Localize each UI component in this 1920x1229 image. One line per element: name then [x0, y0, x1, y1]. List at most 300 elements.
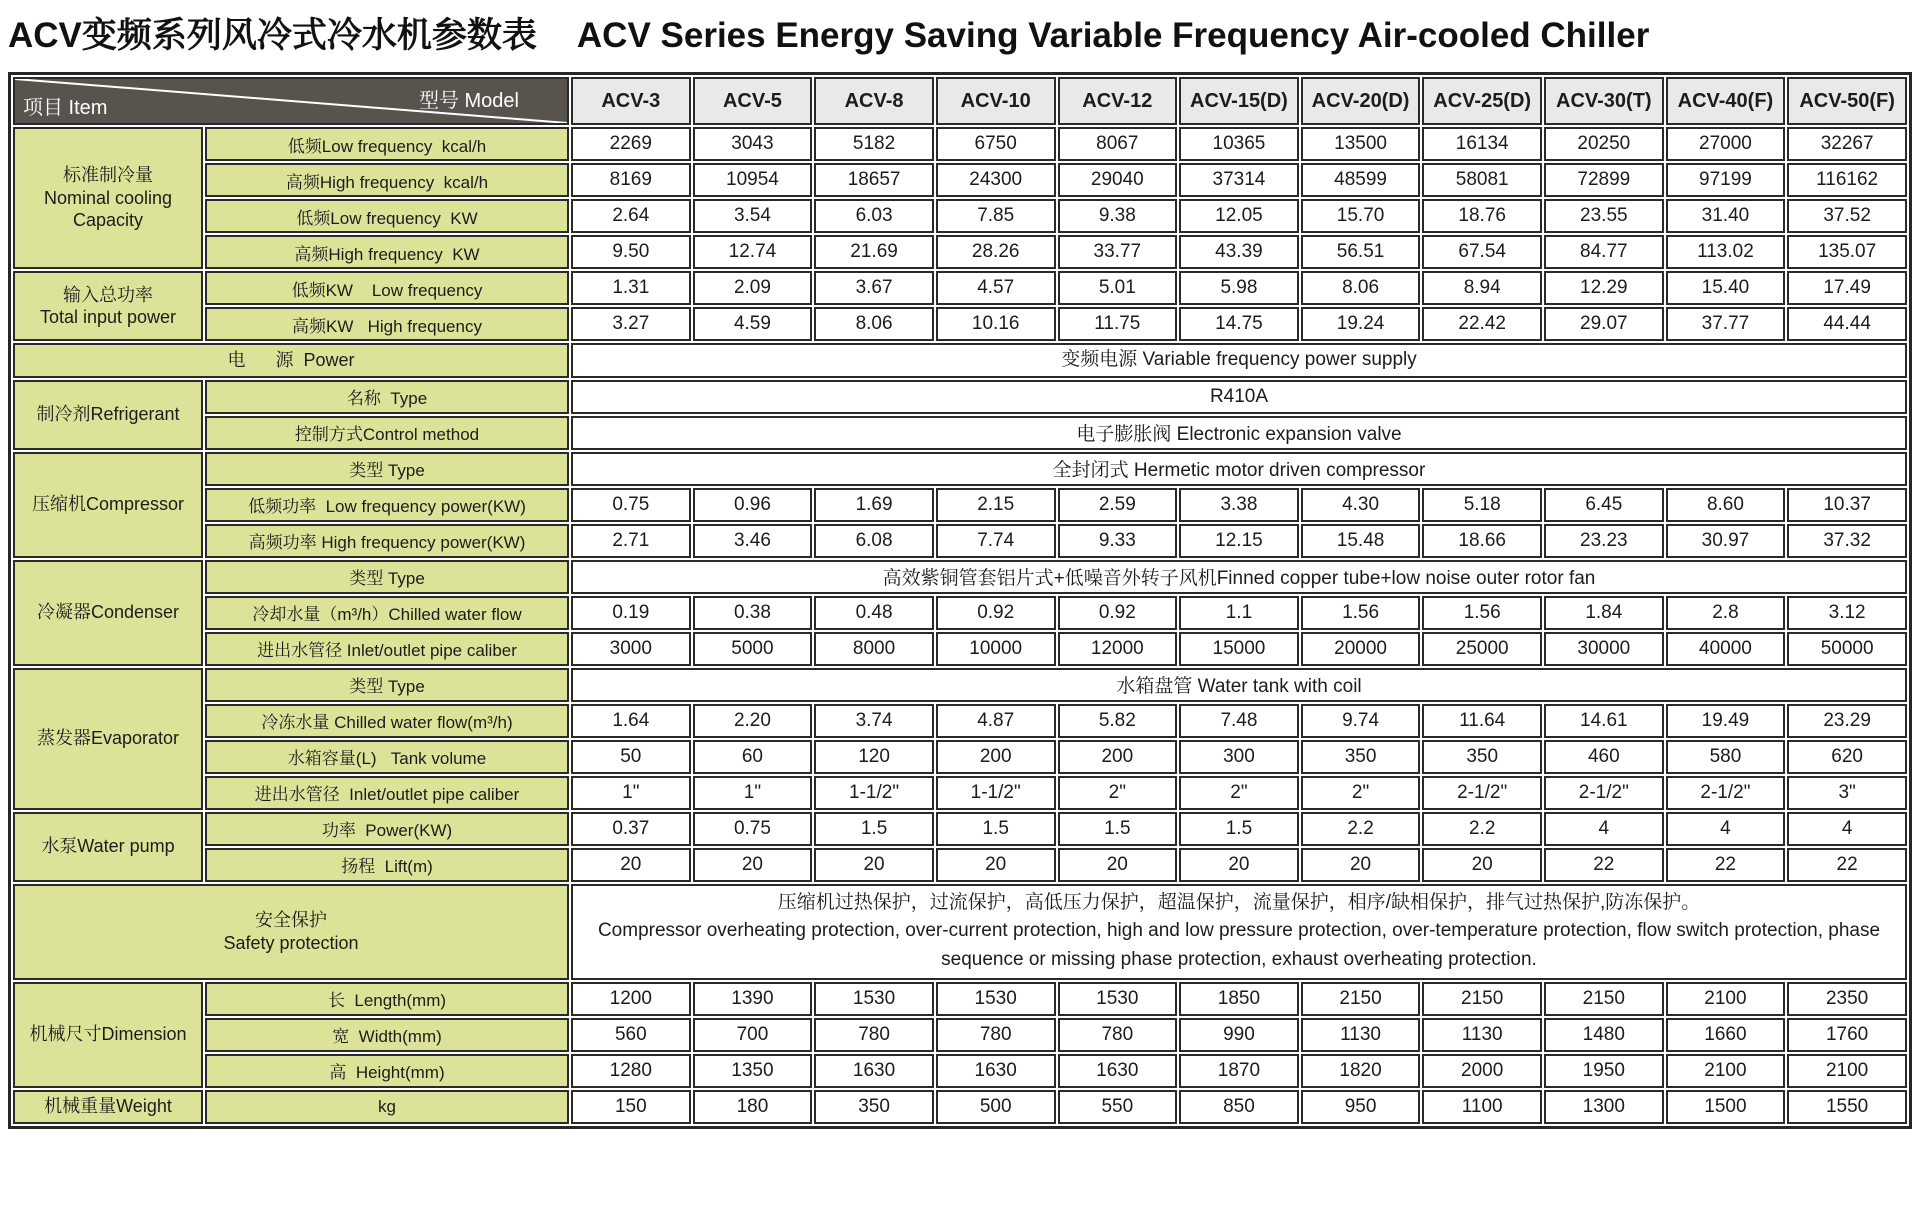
value-cell: 0.19	[571, 596, 691, 630]
value-cell: 1630	[814, 1054, 934, 1088]
value-cell: 0.92	[936, 596, 1056, 630]
value-cell: 116162	[1787, 163, 1907, 197]
value-cell: 3.54	[693, 199, 813, 233]
value-cell: 6.45	[1544, 488, 1664, 522]
value-cell: 460	[1544, 740, 1664, 774]
table-row	[13, 488, 1907, 522]
value-cell: 5.01	[1058, 271, 1178, 305]
row-label-cell	[205, 1054, 569, 1088]
value-cell: 17.49	[1787, 271, 1907, 305]
table-row	[13, 982, 1907, 1016]
value-cell: 350	[1422, 740, 1542, 774]
row-label-line: 名称 Type	[346, 389, 428, 408]
value-cell: 8.06	[1301, 271, 1421, 305]
row-label-line: 功率 Power(KW)	[321, 821, 453, 840]
row-label-cell	[205, 776, 569, 810]
group-label-line: Nominal cooling	[43, 187, 173, 208]
value-cell: 22.42	[1422, 307, 1542, 341]
value-cell: 31.40	[1666, 199, 1786, 233]
value-cell: 6.08	[814, 524, 934, 558]
value-cell: 11.64	[1422, 704, 1542, 738]
value-cell: 21.69	[814, 235, 934, 269]
spec-table	[8, 72, 1912, 1129]
value-cell: 1280	[571, 1054, 691, 1088]
table-row	[13, 560, 1907, 594]
model-header-cell: ACV-12	[1058, 77, 1178, 125]
value-cell: 4	[1787, 812, 1907, 846]
value-cell: 1"	[571, 776, 691, 810]
full-row-label-cell	[13, 343, 569, 378]
value-cell: 13500	[1301, 127, 1421, 161]
value-cell: 10.37	[1787, 488, 1907, 522]
value-cell: 2.2	[1422, 812, 1542, 846]
page-title	[0, 0, 1920, 64]
value-cell: 60	[693, 740, 813, 774]
item-header-label: 项目 Item	[23, 97, 108, 119]
value-cell: 700	[693, 1018, 813, 1052]
value-cell: 2"	[1301, 776, 1421, 810]
table-row	[13, 235, 1907, 269]
value-cell: 3.46	[693, 524, 813, 558]
value-cell: 4.57	[936, 271, 1056, 305]
row-label-line: 类型 Type	[349, 677, 425, 696]
value-cell: 9.38	[1058, 199, 1178, 233]
value-cell: 7.85	[936, 199, 1056, 233]
value-cell: 10.16	[936, 307, 1056, 341]
value-cell: 620	[1787, 740, 1907, 774]
row-label-cell	[205, 596, 569, 630]
row-label-line: 安全保护	[255, 910, 327, 930]
value-cell: 19.49	[1666, 704, 1786, 738]
table-row	[13, 416, 1907, 450]
value-cell: 56.51	[1301, 235, 1421, 269]
model-header-label: 型号 Model	[418, 90, 519, 112]
table-header-row	[13, 77, 1907, 125]
model-header-cell: ACV-15(D)	[1179, 77, 1299, 125]
value-cell: 30.97	[1666, 524, 1786, 558]
value-cell: 32267	[1787, 127, 1907, 161]
table-row	[13, 632, 1907, 666]
span-value-line: Compressor overheating protection, over-current protection, high and low pressure protection, over-temperature protection, flow switch protection, phase sequence or missing phase protection, exhaust overheating protection.	[597, 920, 1886, 970]
value-cell: 1-1/2"	[936, 776, 1056, 810]
value-cell: 1760	[1787, 1018, 1907, 1052]
table-row	[13, 1018, 1907, 1052]
value-cell: 10000	[936, 632, 1056, 666]
value-cell: 0.75	[571, 488, 691, 522]
value-cell: 2.8	[1666, 596, 1786, 630]
span-value-cell: 全封闭式 Hermetic motor driven compressor	[571, 452, 1907, 486]
value-cell: 9.50	[571, 235, 691, 269]
value-cell: 15.40	[1666, 271, 1786, 305]
group-cell	[13, 271, 203, 341]
value-cell: 15.70	[1301, 199, 1421, 233]
value-cell: 2150	[1544, 982, 1664, 1016]
value-cell: 18.66	[1422, 524, 1542, 558]
value-cell: 20	[1422, 848, 1542, 882]
value-cell: 50	[571, 740, 691, 774]
value-cell: 1.84	[1544, 596, 1664, 630]
row-label-cell	[205, 848, 569, 882]
model-header-cell: ACV-10	[936, 77, 1056, 125]
row-label-line: 低频Low frequency KW	[296, 208, 478, 228]
value-cell: 20	[1179, 848, 1299, 882]
model-header-cell: ACV-3	[571, 77, 691, 125]
group-label-line: 蒸发器Evaporator	[36, 728, 180, 749]
value-cell: 3000	[571, 632, 691, 666]
value-cell: 2"	[1058, 776, 1178, 810]
value-cell: 0.96	[693, 488, 813, 522]
value-cell: 1.69	[814, 488, 934, 522]
value-cell: 0.75	[693, 812, 813, 846]
table-row	[13, 271, 1907, 305]
value-cell: 2100	[1666, 982, 1786, 1016]
group-label-line: 机械尺寸Dimension	[29, 1024, 187, 1045]
value-cell: 30000	[1544, 632, 1664, 666]
row-label-cell	[205, 668, 569, 702]
value-cell: 350	[814, 1090, 934, 1124]
row-label-line: 高频功率 High frequency power(KW)	[248, 533, 526, 552]
span-value-cell: 水箱盘管 Water tank with coil	[571, 668, 1907, 702]
full-row-label-cell	[13, 884, 569, 980]
value-cell: 2000	[1422, 1054, 1542, 1088]
value-cell: 2"	[1179, 776, 1299, 810]
value-cell: 3.27	[571, 307, 691, 341]
row-label-cell	[205, 1018, 569, 1052]
row-label-line: 冷冻水量 Chilled water flow(m³/h)	[261, 713, 513, 732]
value-cell: 1300	[1544, 1090, 1664, 1124]
value-cell: 8.06	[814, 307, 934, 341]
value-cell: 4	[1544, 812, 1664, 846]
value-cell: 37.32	[1787, 524, 1907, 558]
value-cell: 14.61	[1544, 704, 1664, 738]
value-cell: 2-1/2"	[1544, 776, 1664, 810]
value-cell: 5000	[693, 632, 813, 666]
row-label-line: 控制方式Control method	[294, 425, 480, 444]
value-cell: 1390	[693, 982, 813, 1016]
value-cell: 11.75	[1058, 307, 1178, 341]
value-cell: 22	[1544, 848, 1664, 882]
row-label-line: 长 Length(mm)	[327, 991, 447, 1010]
value-cell: 19.24	[1301, 307, 1421, 341]
value-cell: 23.55	[1544, 199, 1664, 233]
row-label-line: 扬程 Lift(m)	[341, 857, 433, 876]
value-cell: 8000	[814, 632, 934, 666]
value-cell: 1.64	[571, 704, 691, 738]
value-cell: 58081	[1422, 163, 1542, 197]
value-cell: 72899	[1544, 163, 1664, 197]
value-cell: 560	[571, 1018, 691, 1052]
value-cell: 2269	[571, 127, 691, 161]
value-cell: 1500	[1666, 1090, 1786, 1124]
value-cell: 20	[1301, 848, 1421, 882]
span-value-cell: R410A	[571, 380, 1907, 414]
value-cell: 20000	[1301, 632, 1421, 666]
value-cell: 120	[814, 740, 934, 774]
value-cell: 12.15	[1179, 524, 1299, 558]
table-row	[13, 848, 1907, 882]
group-cell	[13, 452, 203, 558]
row-label-line: 宽 Width(mm)	[332, 1027, 442, 1046]
value-cell: 1550	[1787, 1090, 1907, 1124]
value-cell: 10365	[1179, 127, 1299, 161]
value-cell: 12000	[1058, 632, 1178, 666]
value-cell: 1"	[693, 776, 813, 810]
value-cell: 1.5	[936, 812, 1056, 846]
model-header-cell: ACV-20(D)	[1301, 77, 1421, 125]
value-cell: 4.87	[936, 704, 1056, 738]
group-label-line: 冷凝器Condenser	[36, 602, 180, 623]
value-cell: 50000	[1787, 632, 1907, 666]
value-cell: 9.74	[1301, 704, 1421, 738]
value-cell: 2-1/2"	[1666, 776, 1786, 810]
value-cell: 2.2	[1301, 812, 1421, 846]
value-cell: 25000	[1422, 632, 1542, 666]
value-cell: 1.31	[571, 271, 691, 305]
span-value-cell	[571, 884, 1907, 980]
value-cell: 135.07	[1787, 235, 1907, 269]
value-cell: 1.56	[1422, 596, 1542, 630]
group-cell	[13, 982, 203, 1088]
group-label-line: 机械重量Weight	[44, 1096, 172, 1117]
value-cell: 2.20	[693, 704, 813, 738]
value-cell: 3"	[1787, 776, 1907, 810]
row-label-cell	[205, 452, 569, 486]
value-cell: 24300	[936, 163, 1056, 197]
row-label-line: 高频KW High frequency	[292, 316, 482, 336]
row-label-cell	[205, 982, 569, 1016]
value-cell: 12.29	[1544, 271, 1664, 305]
row-label-cell	[205, 235, 569, 269]
value-cell: 12.74	[693, 235, 813, 269]
table-row	[13, 452, 1907, 486]
group-cell	[13, 1090, 203, 1124]
value-cell: 2150	[1301, 982, 1421, 1016]
value-cell: 8067	[1058, 127, 1178, 161]
table-body	[13, 127, 1907, 1124]
row-label-cell	[205, 416, 569, 450]
value-cell: 43.39	[1179, 235, 1299, 269]
value-cell: 950	[1301, 1090, 1421, 1124]
row-label-cell	[205, 307, 569, 341]
value-cell: 1.5	[1058, 812, 1178, 846]
row-label-cell	[205, 271, 569, 305]
table-row	[13, 524, 1907, 558]
table-row	[13, 704, 1907, 738]
row-label-cell	[205, 524, 569, 558]
value-cell: 200	[1058, 740, 1178, 774]
value-cell: 5.18	[1422, 488, 1542, 522]
value-cell: 500	[936, 1090, 1056, 1124]
value-cell: 113.02	[1666, 235, 1786, 269]
value-cell: 2.15	[936, 488, 1056, 522]
value-cell: 3043	[693, 127, 813, 161]
group-label-line: 水泵Water pump	[41, 836, 175, 857]
group-cell	[13, 380, 203, 450]
value-cell: 5.98	[1179, 271, 1299, 305]
value-cell: 1350	[693, 1054, 813, 1088]
group-label-line: Capacity	[72, 210, 144, 231]
value-cell: 1130	[1301, 1018, 1421, 1052]
value-cell: 1100	[1422, 1090, 1542, 1124]
group-cell	[13, 127, 203, 269]
row-label-cell	[205, 127, 569, 161]
page-title-chinese: ACV变频系列风冷式冷水机参数表	[8, 16, 537, 55]
value-cell: 15.48	[1301, 524, 1421, 558]
value-cell: 5.82	[1058, 704, 1178, 738]
span-value-cell: 高效紫铜管套铝片式+低噪音外转子风机Finned copper tube+low noise outer rotor fan	[571, 560, 1907, 594]
model-header-cell: ACV-5	[693, 77, 813, 125]
row-label-cell	[205, 1090, 569, 1124]
table-row	[13, 740, 1907, 774]
value-cell: 20	[693, 848, 813, 882]
value-cell: 1.5	[814, 812, 934, 846]
value-cell: 3.74	[814, 704, 934, 738]
value-cell: 4.30	[1301, 488, 1421, 522]
table-row	[13, 343, 1907, 378]
value-cell: 850	[1179, 1090, 1299, 1124]
value-cell: 580	[1666, 740, 1786, 774]
value-cell: 37314	[1179, 163, 1299, 197]
row-label-line: 低频Low frequency kcal/h	[287, 136, 487, 156]
row-label-line: 进出水管径 Inlet/outlet pipe caliber	[257, 641, 517, 660]
value-cell: 0.48	[814, 596, 934, 630]
row-label-line: 水箱容量(L) Tank volume	[287, 749, 487, 768]
value-cell: 780	[1058, 1018, 1178, 1052]
value-cell: 0.92	[1058, 596, 1178, 630]
row-label-line: 类型 Type	[349, 461, 425, 480]
span-value-line: 变频电源 Variable frequency power supply	[1061, 349, 1417, 370]
value-cell: 350	[1301, 740, 1421, 774]
value-cell: 20	[814, 848, 934, 882]
value-cell: 2.59	[1058, 488, 1178, 522]
value-cell: 1820	[1301, 1054, 1421, 1088]
value-cell: 97199	[1666, 163, 1786, 197]
row-label-cell	[205, 163, 569, 197]
row-label-line: 类型 Type	[349, 569, 425, 588]
row-label-cell	[205, 560, 569, 594]
value-cell: 8.94	[1422, 271, 1542, 305]
value-cell: 33.77	[1058, 235, 1178, 269]
value-cell: 2100	[1666, 1054, 1786, 1088]
value-cell: 28.26	[936, 235, 1056, 269]
value-cell: 2.71	[571, 524, 691, 558]
value-cell: 6.03	[814, 199, 934, 233]
value-cell: 7.48	[1179, 704, 1299, 738]
value-cell: 1870	[1179, 1054, 1299, 1088]
value-cell: 27000	[1666, 127, 1786, 161]
value-cell: 48599	[1301, 163, 1421, 197]
value-cell: 1.1	[1179, 596, 1299, 630]
model-header-cell: ACV-25(D)	[1422, 77, 1542, 125]
value-cell: 1950	[1544, 1054, 1664, 1088]
value-cell: 1.5	[1179, 812, 1299, 846]
value-cell: 1660	[1666, 1018, 1786, 1052]
value-cell: 18.76	[1422, 199, 1542, 233]
value-cell: 1630	[936, 1054, 1056, 1088]
model-header-cell: ACV-40(F)	[1666, 77, 1786, 125]
row-label-line: 高 Height(mm)	[329, 1063, 445, 1082]
row-label-line: 冷却水量（m³/h）Chilled water flow	[252, 605, 522, 624]
group-label-line: 标准制冷量	[63, 165, 153, 186]
value-cell: 8169	[571, 163, 691, 197]
value-cell: 6750	[936, 127, 1056, 161]
value-cell: 44.44	[1787, 307, 1907, 341]
value-cell: 14.75	[1179, 307, 1299, 341]
row-label-line: 高频High frequency KW	[294, 244, 480, 264]
row-label-line: 低频KW Low frequency	[291, 280, 483, 300]
value-cell: 7.74	[936, 524, 1056, 558]
value-cell: 12.05	[1179, 199, 1299, 233]
value-cell: 150	[571, 1090, 691, 1124]
value-cell: 29040	[1058, 163, 1178, 197]
table-row	[13, 127, 1907, 161]
value-cell: 18657	[814, 163, 934, 197]
group-label-line: 压缩机Compressor	[31, 494, 185, 515]
value-cell: 1200	[571, 982, 691, 1016]
value-cell: 1530	[936, 982, 1056, 1016]
value-cell: 22	[1787, 848, 1907, 882]
table-row	[13, 776, 1907, 810]
value-cell: 1130	[1422, 1018, 1542, 1052]
group-cell	[13, 668, 203, 810]
value-cell: 23.29	[1787, 704, 1907, 738]
row-label-line: kg	[378, 1096, 396, 1116]
value-cell: 2100	[1787, 1054, 1907, 1088]
table-row	[13, 596, 1907, 630]
value-cell: 3.12	[1787, 596, 1907, 630]
row-label-cell	[205, 812, 569, 846]
row-label-line: 高频High frequency kcal/h	[285, 172, 489, 192]
value-cell: 3.38	[1179, 488, 1299, 522]
row-label-cell	[205, 704, 569, 738]
table-row	[13, 884, 1907, 980]
group-cell	[13, 560, 203, 666]
row-label-line: 进出水管径 Inlet/outlet pipe caliber	[254, 785, 520, 804]
value-cell: 37.52	[1787, 199, 1907, 233]
group-label-line: 输入总功率	[63, 284, 153, 305]
value-cell: 2-1/2"	[1422, 776, 1542, 810]
value-cell: 1530	[1058, 982, 1178, 1016]
group-label-line: 制冷剂Refrigerant	[36, 404, 180, 425]
value-cell: 780	[814, 1018, 934, 1052]
group-cell	[13, 812, 203, 882]
value-cell: 200	[936, 740, 1056, 774]
value-cell: 10954	[693, 163, 813, 197]
value-cell: 4	[1666, 812, 1786, 846]
value-cell: 180	[693, 1090, 813, 1124]
value-cell: 20	[936, 848, 1056, 882]
value-cell: 9.33	[1058, 524, 1178, 558]
value-cell: 1.56	[1301, 596, 1421, 630]
table-row	[13, 380, 1907, 414]
value-cell: 2.64	[571, 199, 691, 233]
value-cell: 2350	[1787, 982, 1907, 1016]
value-cell: 2150	[1422, 982, 1542, 1016]
value-cell: 300	[1179, 740, 1299, 774]
value-cell: 37.77	[1666, 307, 1786, 341]
value-cell: 15000	[1179, 632, 1299, 666]
table-row	[13, 307, 1907, 341]
model-header-cell: ACV-50(F)	[1787, 77, 1907, 125]
value-cell: 20250	[1544, 127, 1664, 161]
row-label-cell	[205, 199, 569, 233]
value-cell: 20	[1058, 848, 1178, 882]
value-cell: 1850	[1179, 982, 1299, 1016]
value-cell: 22	[1666, 848, 1786, 882]
value-cell: 67.54	[1422, 235, 1542, 269]
span-value-line: 压缩机过热保护，过流保护，高低压力保护，超温保护，流量保护，相序/缺相保护，排气过热保护,防冻保护。	[777, 891, 1701, 913]
row-label-cell	[205, 380, 569, 414]
